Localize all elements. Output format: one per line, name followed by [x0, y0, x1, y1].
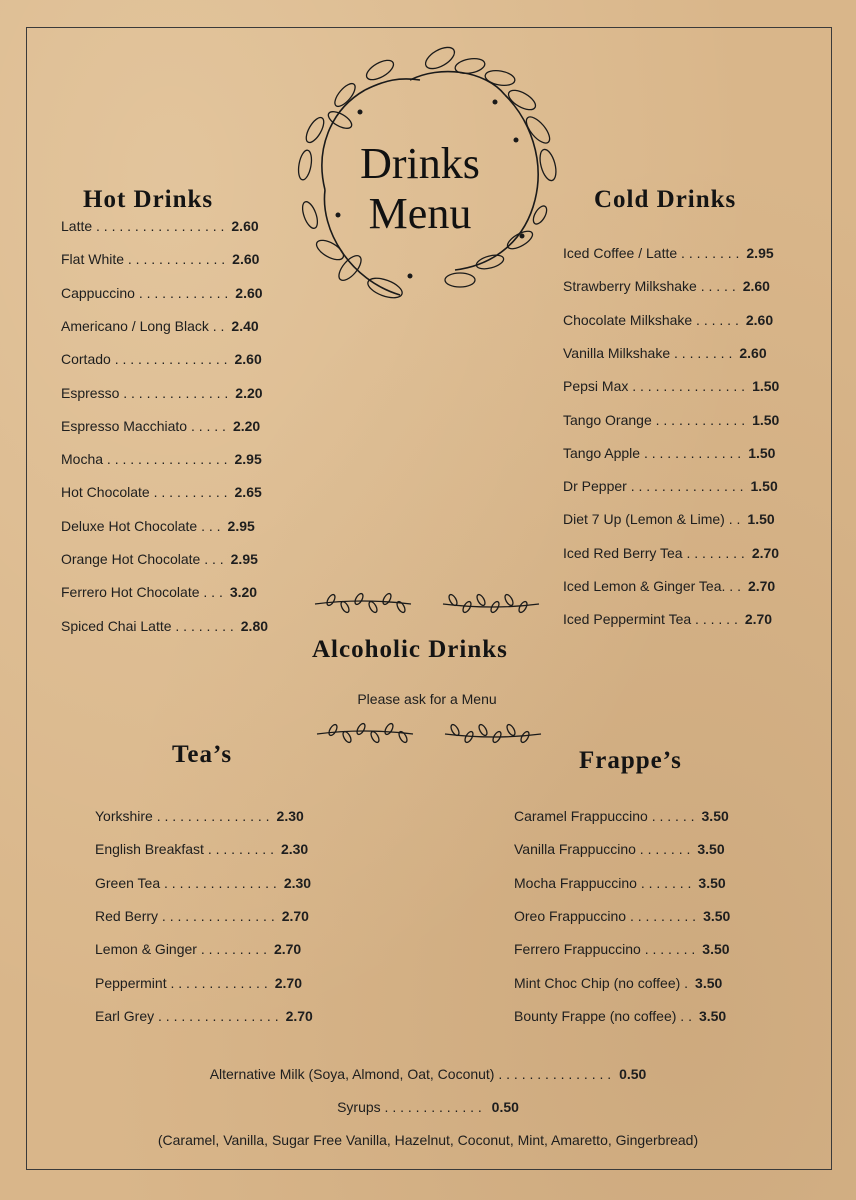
frappe-item-name: Bounty Frappe (no coffee) . . [514, 1007, 692, 1024]
frappes-heading: Frappe’s [579, 747, 682, 774]
tea-item-name: Green Tea . . . . . . . . . . . . . . . [95, 874, 277, 891]
alternative-milk-price: 0.50 [619, 1066, 647, 1082]
tea-item [95, 841, 308, 857]
cold-drink-item-price: 2.70 [744, 611, 773, 628]
cold-drink-item-price: 1.50 [752, 411, 780, 428]
hot-drink-item-price: 2.60 [232, 251, 260, 268]
cold-drinks-heading: Cold Drinks [594, 186, 737, 213]
frappe-item-name: Mocha Frappuccino . . . . . . . [514, 874, 692, 891]
hot-drink-item [61, 618, 268, 634]
hot-drink-item-name: Mocha . . . . . . . . . . . . . . . . [61, 451, 228, 468]
hot-drink-item-name: Hot Chocolate . . . . . . . . . . [61, 484, 228, 501]
frappe-item-name: Caramel Frappuccino . . . . . . [514, 808, 695, 824]
cold-drink-item [563, 545, 779, 561]
cold-drink-item-price: 2.60 [739, 344, 767, 361]
cold-drink-item [563, 611, 772, 627]
cold-drink-item-price: 2.60 [745, 311, 774, 328]
hot-drink-item-name: Ferrero Hot Chocolate . . . [61, 584, 223, 601]
cold-drink-item-price: 1.50 [747, 511, 775, 528]
cold-drink-item-price: 1.50 [750, 478, 778, 495]
hot-drink-item-price: 2.40 [231, 317, 259, 334]
hot-drink-item [61, 551, 258, 567]
tea-item-name: Red Berry . . . . . . . . . . . . . . . [95, 907, 275, 924]
cold-drink-item [563, 378, 779, 394]
hot-drink-item [61, 285, 263, 301]
hot-drink-item-name: Espresso . . . . . . . . . . . . . . [61, 384, 229, 401]
hot-drink-item-name: Orange Hot Chocolate . . . [61, 551, 224, 567]
frappe-item [514, 1008, 726, 1024]
hot-drink-item-price: 2.80 [240, 617, 269, 634]
hot-drink-item [61, 584, 257, 600]
cold-drink-item-name: Iced Coffee / Latte . . . . . . . . [563, 245, 740, 261]
frappe-item-price: 3.50 [697, 841, 725, 858]
frappe-item-price: 3.50 [695, 974, 723, 991]
tea-item-name: English Breakfast . . . . . . . . . [95, 841, 274, 858]
cold-drink-item [563, 478, 778, 494]
hot-drink-item-price: 2.95 [234, 451, 262, 468]
hot-drink-item [61, 385, 263, 401]
hot-drink-item [61, 451, 262, 467]
hot-drink-item-price: 2.95 [230, 551, 258, 567]
cold-drink-item-name: Iced Peppermint Tea . . . . . . [563, 611, 738, 628]
tea-item-price: 2.30 [283, 874, 312, 891]
tea-item [95, 808, 304, 824]
tea-item-price: 2.30 [280, 841, 309, 858]
tea-item-name: Lemon & Ginger . . . . . . . . . [95, 941, 267, 958]
tea-item [95, 908, 309, 924]
cold-drink-item-name: Chocolate Milkshake . . . . . . [563, 311, 739, 328]
cold-drink-item-price: 2.70 [747, 578, 776, 594]
frappe-item-name: Oreo Frappuccino . . . . . . . . . [514, 907, 697, 924]
tea-item-name: Yorkshire . . . . . . . . . . . . . . . [95, 808, 270, 824]
frappe-item-price: 3.50 [698, 874, 726, 891]
alternative-milk-text: Alternative Milk (Soya, Almond, Oat, Coconut) . . . . . . . . . . . . . . . [209, 1066, 612, 1082]
laurel-divider-bottom-icon [313, 720, 545, 748]
cold-drink-item [563, 578, 775, 594]
cold-drink-item-name: Tango Orange . . . . . . . . . . . . [563, 411, 746, 428]
frappe-item [514, 875, 726, 891]
hot-drink-item-name: Cortado . . . . . . . . . . . . . . . [61, 351, 228, 368]
hot-drink-item-price: 2.60 [234, 351, 262, 368]
tea-item-name: Earl Grey . . . . . . . . . . . . . . . . [95, 1007, 279, 1024]
laurel-divider-top-icon [311, 590, 543, 618]
frappe-item [514, 841, 725, 857]
cold-drink-item-price: 1.50 [752, 378, 780, 395]
hot-drink-item [61, 218, 259, 234]
cold-drink-item [563, 445, 775, 461]
cold-drink-item-price: 2.60 [742, 278, 770, 295]
cold-drink-item-name: Diet 7 Up (Lemon & Lime) . . [563, 511, 741, 528]
frappe-item-price: 3.50 [702, 941, 730, 958]
hot-drink-item-price: 2.95 [227, 517, 255, 534]
hot-drink-item-price: 2.65 [234, 484, 262, 501]
cold-drink-item-price: 2.70 [751, 544, 780, 561]
hot-drink-item-price: 2.60 [235, 284, 263, 301]
tea-item-price: 2.70 [285, 1007, 313, 1024]
cold-drink-item-price: 2.95 [746, 245, 774, 261]
alternative-milk-line [0, 1066, 856, 1082]
hot-drink-item [61, 318, 259, 334]
syrups-flavours: (Caramel, Vanilla, Sugar Free Vanilla, Hazelnut, Coconut, Mint, Amaretto, Gingerbread) [157, 1132, 699, 1148]
tea-item [95, 875, 311, 891]
cold-drink-item [563, 345, 767, 361]
hot-drink-item-name: Deluxe Hot Chocolate . . . [61, 517, 221, 534]
frappe-item [514, 941, 730, 957]
cold-drink-item [563, 412, 779, 428]
hot-drink-item-name: Cappuccino . . . . . . . . . . . . [61, 284, 229, 301]
cold-drink-item-name: Strawberry Milkshake . . . . . [563, 278, 736, 295]
cold-drink-item-name: Iced Red Berry Tea . . . . . . . . [563, 544, 745, 561]
cold-drink-item [563, 312, 773, 328]
teas-heading: Tea’s [172, 741, 233, 768]
hot-drink-item [61, 251, 259, 267]
hot-drink-item-name: Latte . . . . . . . . . . . . . . . . . [61, 218, 225, 234]
alcoholic-note: Please ask for a Menu [357, 691, 497, 707]
hot-drink-item-name: Espresso Macchiato . . . . . [61, 417, 226, 434]
hot-drink-item [61, 518, 255, 534]
cold-drink-item-name: Dr Pepper . . . . . . . . . . . . . . . [563, 478, 744, 495]
cold-drink-item-name: Pepsi Max . . . . . . . . . . . . . . . [563, 378, 746, 395]
tea-item [95, 941, 301, 957]
frappe-item-name: Mint Choc Chip (no coffee) . [514, 974, 689, 991]
menu-title-line1: Drinks [360, 139, 480, 188]
tea-item [95, 975, 302, 991]
syrups-line [0, 1099, 856, 1115]
hot-drink-item-price: 3.20 [229, 584, 258, 601]
hot-drink-item [61, 484, 262, 500]
cold-drink-item [563, 511, 775, 527]
cold-drink-item-name: Vanilla Milkshake . . . . . . . . [563, 344, 733, 361]
frappe-item [514, 908, 730, 924]
menu-title-line2: Menu [368, 189, 472, 238]
tea-item-price: 2.70 [281, 907, 309, 924]
alcoholic-drinks-heading: Alcoholic Drinks [312, 636, 508, 663]
hot-drinks-heading: Hot Drinks [83, 186, 214, 213]
frappe-item [514, 808, 729, 824]
hot-drink-item-name: Americano / Long Black . . [61, 317, 225, 334]
frappe-item-price: 3.50 [698, 1007, 727, 1024]
hot-drink-item-name: Flat White . . . . . . . . . . . . . [61, 251, 226, 268]
cold-drink-item [563, 278, 770, 294]
cold-drink-item-price: 1.50 [748, 444, 776, 461]
hot-drink-item-price: 2.60 [231, 218, 259, 234]
cold-drink-item-name: Tango Apple . . . . . . . . . . . . . [563, 444, 742, 461]
tea-item [95, 1008, 313, 1024]
frappe-item-name: Vanilla Frappuccino . . . . . . . [514, 841, 691, 858]
hot-drink-item-price: 2.20 [232, 417, 261, 434]
frappe-item-price: 3.50 [703, 907, 731, 924]
tea-item-price: 2.30 [276, 808, 304, 824]
frappe-item-name: Ferrero Frappuccino . . . . . . . [514, 941, 696, 958]
syrups-price: 0.50 [491, 1099, 519, 1115]
tea-item-price: 2.70 [273, 941, 302, 958]
cold-drink-item-name: Iced Lemon & Ginger Tea. . . [563, 578, 741, 594]
syrups-text: Syrups . . . . . . . . . . . . . [337, 1099, 482, 1115]
hot-drink-item-price: 2.20 [235, 384, 263, 401]
frappe-item-price: 3.50 [701, 808, 729, 824]
hot-drink-item [61, 351, 262, 367]
tea-item-name: Peppermint . . . . . . . . . . . . . [95, 974, 268, 991]
cold-drink-item [563, 245, 774, 261]
hot-drink-item [61, 418, 260, 434]
tea-item-price: 2.70 [274, 974, 302, 991]
frappe-item [514, 975, 722, 991]
hot-drink-item-name: Spiced Chai Latte . . . . . . . . [61, 617, 234, 634]
